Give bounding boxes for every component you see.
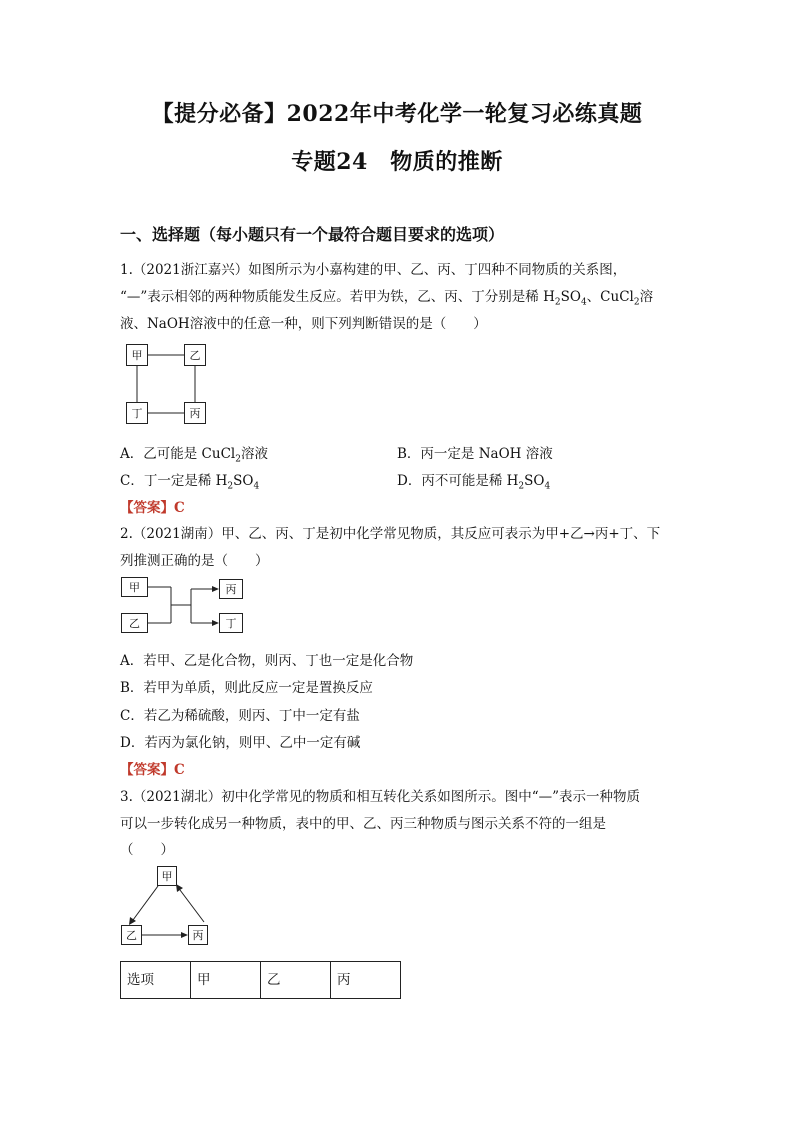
- q3-text-line1: 3.（2021湖北）初中化学常见的物质和相互转化关系如图所示。图中“—”表示一种物质: [120, 789, 641, 805]
- q1-node-bing: 丙: [184, 402, 206, 424]
- q1-node-jia: 甲: [126, 344, 148, 366]
- q2-node-jia: 甲: [121, 577, 148, 597]
- q3-options-table: [120, 961, 401, 999]
- q2-node-bing: 丙: [219, 579, 243, 599]
- table-header-cell: 选项: [121, 962, 191, 999]
- page-title: 【提分必备】2022年中考化学一轮复习必练真题: [151, 101, 643, 127]
- q2-diagram: [121, 577, 245, 635]
- q2-option-a: A．若甲、乙是化合物，则丙、丁也一定是化合物: [120, 653, 414, 669]
- q2-option-d: D．若丙为氯化钠，则甲、乙中一定有碱: [120, 735, 361, 751]
- section-heading: 一、选择题（每小题只有一个最符合题目要求的选项）: [120, 225, 505, 244]
- q2-node-ding: 丁: [219, 613, 243, 633]
- q1-option-d: D．丙不可能是稀 $H_2SO_4$: [397, 473, 551, 492]
- q3-text-line2: 可以一步转化成另一种物质，表中的甲、乙、丙三种物质与图示关系不符的一组是: [120, 816, 606, 832]
- table-header-cell: 甲: [191, 962, 261, 999]
- q1-text-line1: 1.（2021浙江嘉兴）如图所示为小嘉构建的甲、乙、丙、丁四种不同物质的关系图，: [120, 262, 627, 278]
- q3-text-line3: （ ）: [120, 842, 174, 858]
- q3-node-yi: 乙: [121, 925, 142, 945]
- q1-node-yi: 乙: [184, 344, 206, 366]
- q1-diagram: [126, 344, 206, 426]
- q1-answer: 【答案】C: [120, 500, 185, 516]
- q2-answer: 【答案】C: [120, 762, 185, 778]
- q1-option-b: B．丙一定是 NaOH 溶液: [397, 446, 553, 462]
- q1-text-line2: “—”表示相邻的两种物质能发生反应。若甲为铁，乙、丙、丁分别是稀 $H_2SO_4$、CuCl$_2$溶: [120, 289, 654, 308]
- q2-text-line2: 列推测正确的是（ ）: [120, 553, 269, 569]
- table-header-cell: 丙: [331, 962, 401, 999]
- q2-text-line1: 2.（2021湖南）甲、乙、丙、丁是初中化学常见物质，其反应可表示为甲+乙→丙+丁、下: [120, 526, 661, 542]
- q3-node-jia: 甲: [157, 866, 177, 886]
- q1-option-a: A．乙可能是 CuCl$_2$溶液: [120, 446, 268, 465]
- q2-option-b: B．若甲为单质，则此反应一定是置换反应: [120, 680, 373, 696]
- table-row: [121, 962, 401, 999]
- q1-option-c: C．丁一定是稀 $H_2SO_4$: [120, 473, 260, 492]
- table-header-cell: 乙: [261, 962, 331, 999]
- q3-diagram: [120, 864, 212, 948]
- q1-node-ding: 丁: [126, 402, 148, 424]
- q1-text-line3: 液、NaOH溶液中的任意一种，则下列判断错误的是（ ）: [120, 316, 487, 332]
- page-subtitle: 专题24 物质的推断: [291, 149, 503, 175]
- q3-node-bing: 丙: [188, 925, 208, 945]
- q2-option-c: C．若乙为稀硫酸，则丙、丁中一定有盐: [120, 708, 360, 724]
- q2-node-yi: 乙: [121, 613, 148, 633]
